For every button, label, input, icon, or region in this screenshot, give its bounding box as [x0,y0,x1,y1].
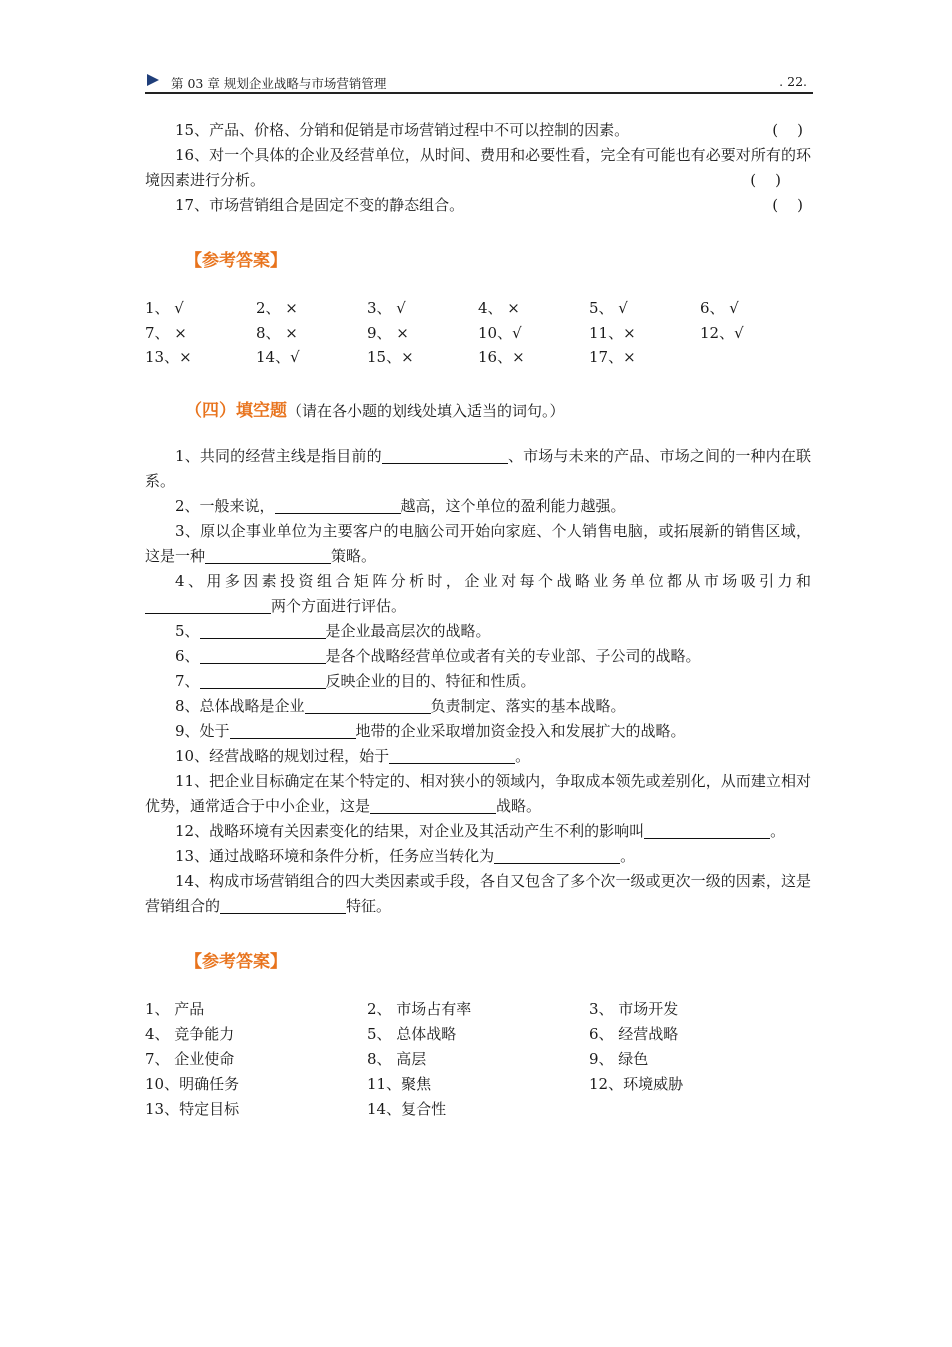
fill-question: 11、把企业目标确定在某个特定的、相对狭小的领域内，争取成本领先或差别化，从而建立相对优势，通常适合于中小企业，这是 战略。 [145,771,811,815]
fill-question: 13、通过战略环境和条件分析，任务应当转化为 。 [175,846,636,865]
fill-question: 8、总体战略是企业 负责制定、落实的基本战略。 [175,696,626,715]
answer-item: 4、 × [478,299,520,317]
answer-item: 4、 竞争能力 [145,1024,235,1043]
answer-item: 8、 × [256,323,298,342]
fill-question: 6、 是各个战略经营单位或者有关的专业部、子公司的战略。 [175,646,701,665]
answer-bracket: ( ) [772,196,803,214]
judgment-question: 16、对一个具体的企业及经营单位，从时间、费用和必要性看，完全有可能也有必要对所有的环境因素进行分析。 ( ) [145,143,811,193]
answer-item: 3、 √ [367,299,406,317]
answer-item: 15、× [367,348,414,366]
answer-heading: 【参考答案】 [185,251,287,271]
answer-item: 14、√ [256,348,300,366]
answer-item: 7、 × [145,323,187,342]
answer-item: 8、 高层 [367,1049,427,1068]
answer-item: 5、 √ [589,299,628,317]
answer-blank [200,672,326,689]
answer-item: 2、 市场占有率 [367,999,472,1018]
answer-blank [145,597,271,614]
answer-blank [275,497,401,514]
answer-item: 9、 绿色 [589,1049,649,1068]
answer-item: 12、√ [700,323,744,342]
answer-item: 5、 总体战略 [367,1024,457,1043]
fill-question: 14、构成市场营销组合的四大类因素或手段，各自又包含了多个次一级或更次一级的因素，这是营销组合的 特征。 [145,871,811,915]
page-content [145,118,811,1122]
answer-item: 17、× [589,348,636,366]
answer-item: 12、环境威胁 [589,1074,684,1093]
fill-question: 10、经营战略的规划过程，始于 。 [175,746,531,765]
answer-bracket: ( ) [750,171,781,189]
answer-item: 13、特定目标 [145,1099,240,1118]
answer-blank [494,847,620,864]
answer-item: 2、 × [256,299,298,317]
answer-item: 9、 × [367,323,409,342]
fill-answer-grid [145,997,811,1122]
answer-blank [382,447,508,464]
fill-question: 12、战略环境有关因素变化的结果，对企业及其活动产生不利的影响叫 。 [175,821,786,840]
fill-question: 5、 是企业最高层次的战略。 [175,621,491,640]
answer-blank [200,647,326,664]
fill-question: 7、 反映企业的目的、特征和性质。 [175,671,536,690]
answer-item: 6、 经营战略 [589,1024,679,1043]
section-heading: （四）填空题（请在各小题的划线处填入适当的词句。） [185,400,565,421]
fill-question: 9、处于 地带的企业采取增加资金投入和发展扩大的战略。 [175,721,686,740]
answer-heading: 【参考答案】 [185,951,287,972]
play-triangle-icon [147,74,159,86]
answer-item: 11、× [589,323,636,342]
answer-item: 11、聚焦 [367,1074,432,1093]
answer-item: 3、 市场开发 [589,999,679,1018]
answer-blank [644,822,770,839]
judgment-answer-grid [145,296,811,370]
judgment-question: 15、产品、价格、分销和促销是市场营销过程中不可以控制的因素。 ( ) [145,118,811,143]
answer-item: 10、明确任务 [145,1074,240,1093]
answer-item: 10、√ [478,323,522,342]
answer-item: 13、× [145,348,192,366]
answer-bracket: ( ) [772,121,803,139]
answer-blank [370,797,496,814]
answer-item: 7、 企业使命 [145,1049,235,1068]
chapter-title: 第 03 章 规划企业战略与市场营销管理 [171,76,387,91]
answer-item: 14、复合性 [367,1099,447,1118]
fill-question: 3、原以企事业单位为主要客户的电脑公司开始向家庭、个人销售电脑，或拓展新的销售区域，这是一种 策略。 [145,521,811,565]
fill-question: 1、共同的经营主线是指目前的 、市场与未来的产品、市场之间的一种内在联系。 [145,446,811,490]
answer-blank [200,622,326,639]
answer-blank [205,547,331,564]
answer-item: 6、 √ [700,299,739,317]
answer-blank [389,747,515,764]
answer-item: 1、 √ [145,299,184,317]
fill-question: 2、一般来说， 越高，这个单位的盈利能力越强。 [175,496,626,515]
fill-question-list [145,444,811,919]
answer-item: 16、× [478,348,525,366]
page-header [145,72,813,94]
answer-item: 1、 产品 [145,999,205,1018]
page-number: . 22. [779,74,807,89]
fill-question: 4、用多因素投资组合矩阵分析时，企业对每个战略业务单位都从市场吸引力和两个方面进行评估。 [145,569,811,619]
answer-blank [220,897,346,914]
section-note: （请在各小题的划线处填入适当的词句。） [287,401,565,420]
judgment-question: 17、市场营销组合是固定不变的静态组合。 ( ) [145,193,811,218]
answer-blank [305,697,431,714]
answer-blank [230,722,356,739]
